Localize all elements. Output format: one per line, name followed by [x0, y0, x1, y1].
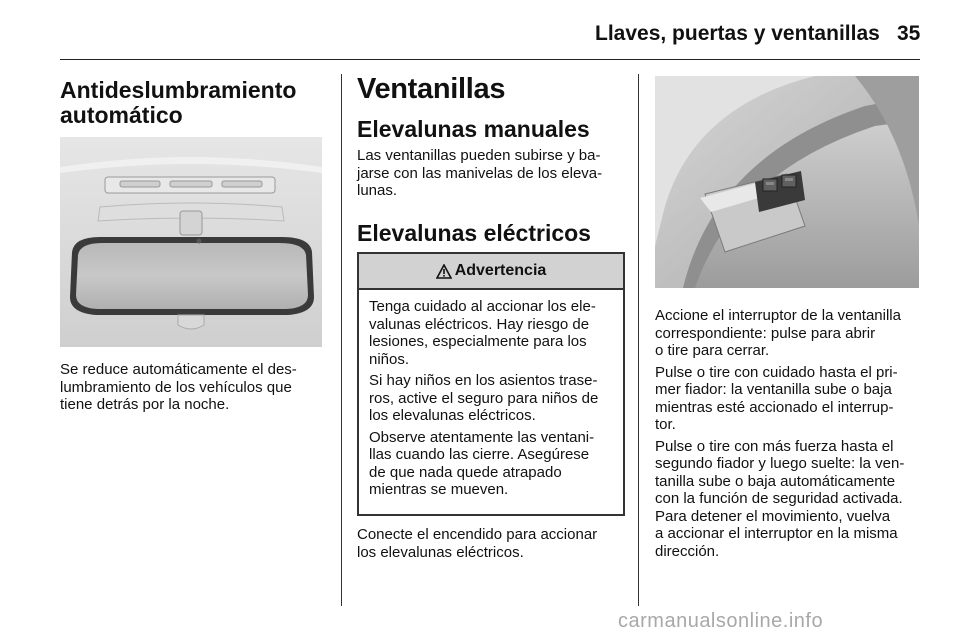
text-line: con la función de seguridad activada. — [655, 490, 903, 507]
text-line: dirección. — [655, 542, 720, 560]
text-line: Observe atentamente las ventani- — [369, 428, 595, 446]
page-header-title: Llaves, puertas y ventanillas — [595, 22, 880, 45]
text-line: los elevalunas eléctricos. — [357, 543, 524, 561]
text-line: tiene detrás por la noche. — [60, 396, 230, 413]
window-switch-illustration — [655, 76, 919, 288]
heading-line: automático — [60, 102, 183, 128]
warning-paragraph — [369, 372, 615, 425]
instruction-paragraph — [655, 307, 904, 360]
text-line: Para detener el movimiento, vuelva — [655, 507, 891, 525]
manual-windows-text — [357, 147, 602, 200]
warning-paragraph — [369, 429, 615, 499]
text-line: Conecte el encendido para accionar — [357, 526, 598, 543]
warning-paragraph — [369, 298, 615, 368]
warning-triangle-icon — [436, 264, 452, 279]
text-line: lunas. — [357, 182, 398, 199]
text-line: ros, active el seguro para niños de — [369, 389, 599, 407]
text-line: de que nada quede atrapado — [369, 463, 562, 481]
text-line: Pulse o tire con más fuerza hasta el — [655, 437, 894, 455]
warning-header — [359, 254, 623, 290]
text-line: segundo fiador y luego suelte: la ven- — [655, 455, 905, 472]
switch-instructions — [655, 307, 904, 564]
text-line: Pulse o tire con cuidado hasta el pri- — [655, 363, 898, 381]
watermark: carmanualsonline.info — [618, 610, 824, 632]
text-line: tor. — [655, 416, 676, 433]
text-line: los elevalunas eléctricos. — [369, 407, 536, 424]
text-line: Accione el interruptor de la ventanilla — [655, 307, 901, 324]
text-line: niños. — [369, 350, 410, 368]
instruction-paragraph — [655, 364, 904, 434]
warning-body — [359, 290, 623, 509]
text-line: lesiones, especialmente para los — [369, 333, 587, 350]
window-switch-figure — [655, 76, 919, 288]
text-line: mer fiador: la ventanilla sube o baja — [655, 381, 892, 398]
text-line: valunas eléctricos. Hay riesgo de — [369, 315, 590, 333]
text-line: jarse con las manivelas de los eleva- — [357, 164, 603, 182]
instruction-paragraph — [655, 438, 904, 561]
text-line: o tire para cerrar. — [655, 342, 770, 359]
chapter-title-ventanillas: Ventanillas — [357, 73, 506, 105]
section-heading-electricos: Elevalunas eléctricos — [357, 220, 591, 246]
text-line: mientras se mueven. — [369, 481, 509, 498]
text-line: a accionar el interruptor en la misma — [655, 525, 898, 542]
rearview-mirror-figure — [60, 137, 322, 347]
text-line: Se reduce automáticamente el des- — [60, 361, 297, 378]
column-divider-left — [341, 74, 342, 606]
mirror-description — [60, 361, 297, 414]
header-divider — [60, 59, 920, 60]
ignition-note — [357, 526, 597, 561]
warning-box — [357, 252, 625, 516]
text-line: llas cuando las cierre. Asegúrese — [369, 446, 590, 463]
text-line: tanilla sube o baja automáticamente — [655, 472, 896, 490]
section-heading-antideslumbramiento — [60, 78, 296, 128]
heading-line: Antideslumbramiento — [60, 77, 297, 103]
section-heading-manuales: Elevalunas manuales — [357, 116, 590, 142]
text-line: mientras esté accionado el interrup- — [655, 398, 894, 416]
text-line: Las ventanillas pueden subirse y ba- — [357, 147, 601, 164]
text-line: Tenga cuidado al accionar los ele- — [369, 298, 596, 315]
column-divider-right — [638, 74, 639, 606]
rearview-mirror-illustration — [60, 137, 322, 347]
text-line: lumbramiento de los vehículos que — [60, 378, 292, 396]
warning-label: Advertencia — [454, 262, 547, 279]
text-line: Si hay niños en los asientos trase- — [369, 372, 598, 389]
page-number: 35 — [897, 22, 921, 45]
text-line: correspondiente: pulse para abrir — [655, 324, 876, 342]
